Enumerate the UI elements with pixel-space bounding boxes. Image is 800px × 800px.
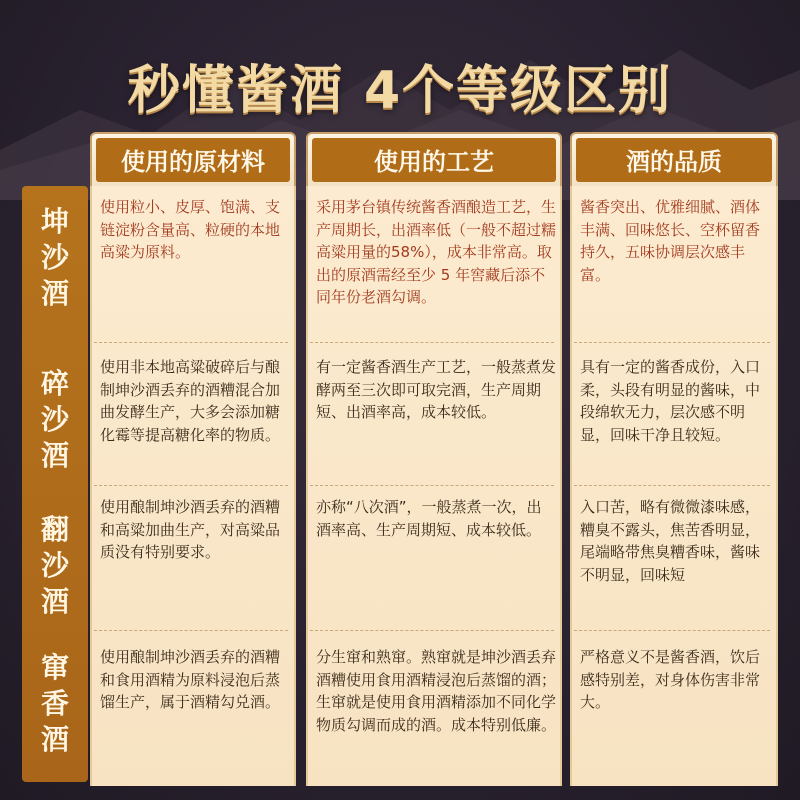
cell-cuanxiang-quality: 严格意义不是酱香酒，饮后感特别差，对身体伤害非常大。 bbox=[580, 648, 761, 711]
cell-kunsha-process: 采用茅台镇传统酱香酒酿造工艺，生产周期长，出酒率低（一般不超过糯高粱用量的58%），成本非常高。取出的原酒需经至少 5 年窖藏后添不同年份老酒勾调。 bbox=[316, 198, 557, 306]
page-title: 秒懂酱酒 4个等级区别 bbox=[127, 61, 673, 121]
column-header-materials: 使用的原材料 bbox=[90, 132, 296, 188]
cell-fansha-materials: 使用酿制坤沙酒丢弃的酒糟和高粱加曲生产，对高粱品质没有特别要求。 bbox=[100, 498, 281, 561]
row-label-kunsha: 坤 沙 酒 bbox=[40, 205, 69, 310]
cell-kunsha-quality: 酱香突出、优雅细腻、酒体丰满、回味悠长、空杯留香持久，五味协调层次感丰富。 bbox=[580, 198, 761, 284]
cell-suisha-materials: 使用非本地高粱破碎后与酿制坤沙酒丢弃的酒糟混合加曲发酵生产，大多会添加糖化霉等提高糖化率的物质。 bbox=[100, 358, 281, 444]
row-divider bbox=[310, 485, 554, 486]
row-divider bbox=[94, 630, 288, 631]
cell-cuanxiang-process: 分生窜和熟窜。熟窜就是坤沙酒丢弃酒糟使用食用酒精浸泡后蒸馏的酒；生窜就是使用食用酒精添加不同化学物质勾调而成的酒。成本特别低廉。 bbox=[316, 648, 557, 734]
row-divider bbox=[94, 485, 288, 486]
cell-kunsha-materials: 使用粒小、皮厚、饱满、支链淀粉含量高、粒硬的本地 高粱为原料。 bbox=[100, 198, 296, 261]
row-divider bbox=[574, 485, 770, 486]
row-label-cuanxiang: 窜 香 酒 bbox=[40, 651, 69, 756]
row-divider bbox=[310, 630, 554, 631]
cell-fansha-process: 亦称“八次酒”，一般蒸煮一次，出酒率高、生产周期短、成本较低。 bbox=[316, 498, 542, 539]
row-label-fansha: 翻 沙 酒 bbox=[40, 513, 69, 618]
cell-cuanxiang-materials: 使用酿制坤沙酒丢弃的酒糟和食用酒精为原料浸泡后蒸馏生产，属于酒精勾兑酒。 bbox=[100, 648, 281, 711]
row-divider bbox=[310, 342, 554, 343]
column-header-process: 使用的工艺 bbox=[306, 132, 562, 188]
row-label-suisha: 碎 沙 酒 bbox=[40, 367, 69, 472]
cell-suisha-process: 有一定酱香酒生产工艺，一般蒸煮发酵两至三次即可取完酒，生产周期短、出酒率高，成本较低。 bbox=[316, 358, 557, 421]
row-divider bbox=[94, 342, 288, 343]
row-divider bbox=[574, 630, 770, 631]
cell-fansha-quality: 入口苦，略有微微漆味感，糟臭不露头，焦苦香明显，尾端略带焦臭糟香味，酱味不明显，回味短 bbox=[580, 498, 761, 584]
row-divider bbox=[574, 342, 770, 343]
cell-suisha-quality: 具有一定的酱香成份，入口柔，头段有明显的酱味，中段绵软无力，层次感不明显，回味干净且较短。 bbox=[580, 358, 761, 444]
column-header-quality: 酒的品质 bbox=[570, 132, 778, 188]
